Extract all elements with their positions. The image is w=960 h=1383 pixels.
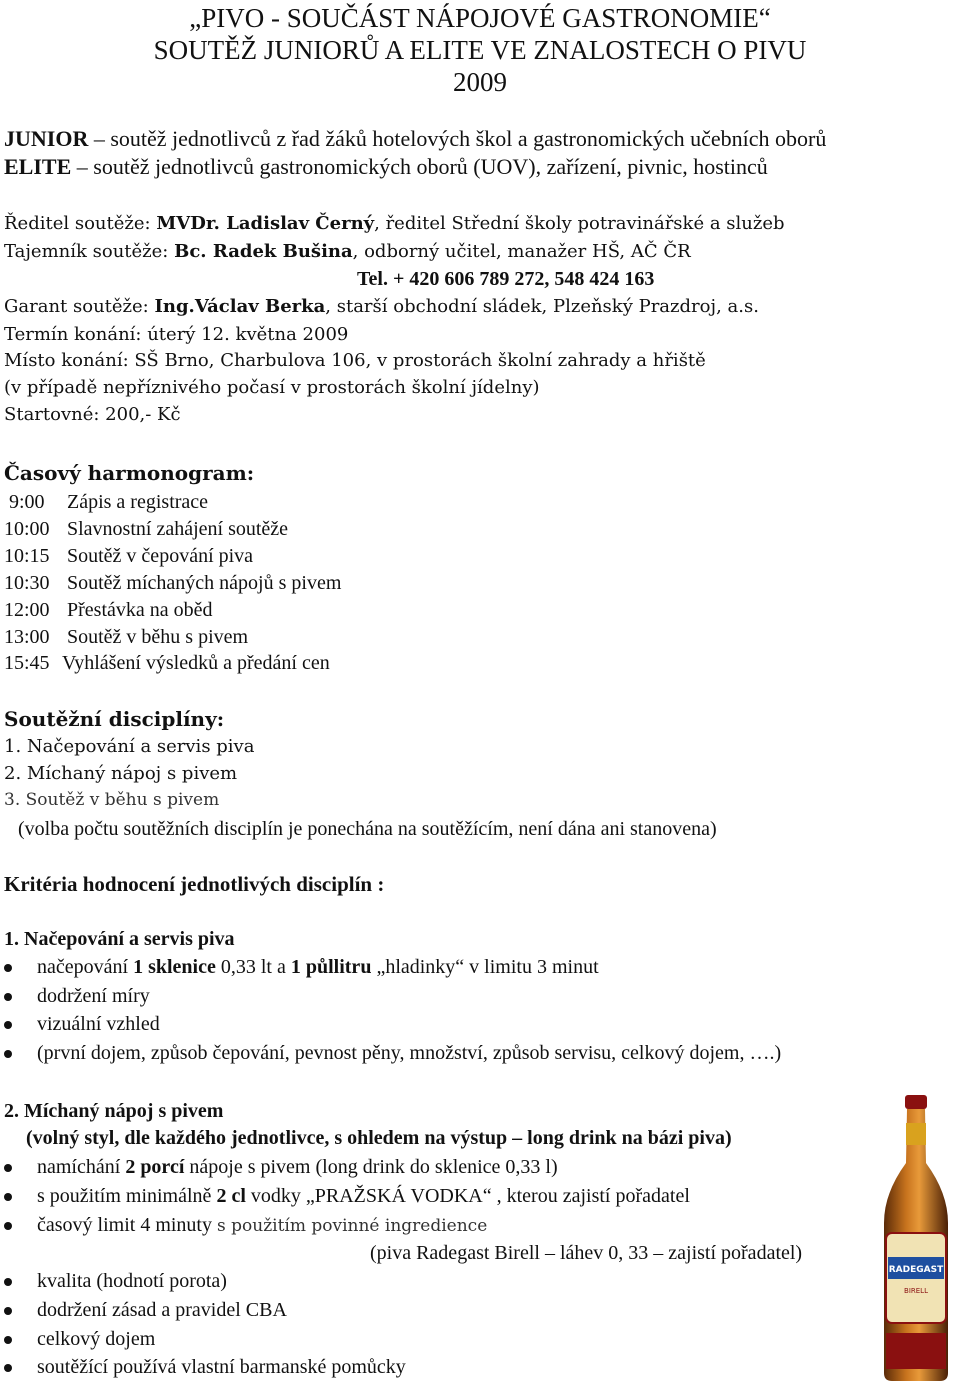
fee-line: Startovné: 200,- Kč [4,404,181,425]
phone-line: Tel. + 420 606 789 272, 548 424 163 [357,268,655,290]
birell-note: (piva Radegast Birell – láhev 0, 33 – zajistí pořadatel) [370,1242,803,1264]
discipline-item: 1. Načepování a servis piva [4,736,255,757]
discipline-item: 2. Míchaný nápoj s pivem [4,763,238,784]
schedule-time: 10:00 [4,518,50,540]
schedule-item [4,599,213,622]
schedule-item [4,491,208,514]
schedule-text: Přestávka na oběd [67,599,213,621]
schedule-time: 10:30 [4,572,50,594]
discipline-2-title: 2. Míchaný nápoj s pivem [4,1100,224,1122]
schedule-item [4,518,288,541]
category-elite: ELITE – soutěž jednotlivců gastronomických oborů (UOV), zařízení, pivnic, hostinců [4,154,768,179]
schedule-text: Soutěž míchaných nápojů s pivem [67,572,342,594]
disciplines-heading: Soutěžní disciplíny: [4,707,225,731]
discipline-item: 3. Soutěž v běhu s pivem [4,790,220,810]
secretary-line: Tajemník soutěže: Bc. Radek Bušina, odborný učitel, manažer HŠ, AČ ČR [4,241,691,262]
schedule-time: 15:45 [4,652,50,674]
title-line-1: „PIVO - SOUČÁST NÁPOJOVÉ GASTRONOMIE“ [189,3,771,33]
schedule-text: Zápis a registrace [67,491,209,513]
schedule-text: Vyhlášení výsledků a předání cen [62,652,330,674]
director-line: Ředitel soutěže: MVDr. Ladislav Černý, ředitel Střední školy potravinářské a služeb [4,213,785,234]
place-line: Místo konání: SŠ Brno, Charbulova 106, v prostorách školní zahrady a hřiště [4,350,706,371]
guarantor-line: Garant soutěže: Ing.Václav Berka, starší obchodní sládek, Plzeňský Prazdroj, a.s. [4,296,759,317]
schedule-item [4,652,330,675]
title-year: 2009 [453,67,507,97]
document-page: „PIVO - SOUČÁST NÁPOJOVÉ GASTRONOMIE“ SOUTĚŽ JUNIORŮ A ELITE VE ZNALOSTECH O PIVU 2009 JUNIOR – soutěž jednotlivců z řad žáků hotelových škol a gastronomických učebních oborů ELITE – soutěž jednotlivců gastronomických oborů (UOV), zařízení, pivnic, hostinců Ředitel soutěže: MVDr. Ladislav Černý, ředitel Střední školy potravinářské a služeb Tajemník soutěže: Bc. Radek Bušina, odborný učitel, manažer HŠ, AČ ČR Tel. + 420 606 789 272, 548 424 163 Garant soutěže: Ing.Václav Berka, starší obchodní sládek, Plzeňský Prazdroj, a.s. Termín konání: úterý 12. května 2009 Místo konání: SŠ Brno, Charbulova 106, v prostorách školní zahrady a hřiště (v případě nepříznivého počasí v prostorách školní jídelny) Startovné: 200,- Kč Časový harmonogram: 9:00 Zápis a registrace 10:00 Slavnostní zahájení soutěže 10:15 Soutěž v čepování piva 10:30 Soutěž míchaných nápojů s pivem 12:00 Přestávka na oběd 13:00 Soutěž v běhu s pivem 15:45 Vyhlášení výsledků a předání cen Soutěžní disciplíny: 1. Načepování a servis piva 2. Míchaný nápoj s pivem 3. Soutěž v běhu s pivem (volba počtu soutěžních disciplín je ponechána na soutěžícím, není dána ani stanovena) Kritéria hodnocení jednotlivých disciplín : 1. Načepování a servis piva načepování 1 sklenice 0,33 lt a 1 půllitru „hladinky“ v limitu 3 minut dodržení míry vizuální vzhled (první dojem, způsob čepování, pevnost pěny, množství, způsob servisu, celkový dojem, ….) 2. Míchaný nápoj s pivem (volný styl, dle každého jednotlivce, s ohledem na výstup – long drink na bázi piva) namíchání 2 porcí nápoje s pivem (long drink do sklenice 0,33 l) s použitím minimálně 2 cl vodky „PRAŽSKÁ VODKA“ , kterou zajistí pořadatel časový limit 4 minuty s použitím povinné ingredience (piva Radegast Birell – láhev 0, 33 – zajistí pořadatel) kvalita (hodnotí porota) dodržení zásad a pravidel CBA celkový dojem soutěžící používá vlastní barmanské pomůcky RADEGAST BIRELL [0,0,960,1383]
schedule-text: Soutěž v čepování piva [67,545,254,567]
criteria-heading: Kritéria hodnocení jednotlivých disciplín : [4,872,385,896]
disciplines-note: (volba počtu soutěžních disciplín je ponechána na soutěžícím, není dána ani stanovena) [18,818,717,840]
category-junior: JUNIOR – soutěž jednotlivců z řad žáků hotelových škol a gastronomických učebních oborů [4,126,827,151]
place-note-line: (v případě nepříznivého počasí v prostorách školní jídelny) [4,377,540,398]
schedule-text: Slavnostní zahájení soutěže [67,518,289,540]
schedule-item [4,572,341,595]
bottle-sub-text: BIRELL [904,1287,928,1295]
discipline-1-title: 1. Načepování a servis piva [4,928,235,950]
date-line: Termín konání: úterý 12. května 2009 [4,324,349,345]
schedule-time: 9:00 [4,491,45,513]
schedule-time: 13:00 [4,626,50,648]
schedule-item [4,545,253,568]
schedule-time: 10:15 [4,545,50,567]
schedule-item [4,626,248,649]
schedule-heading: Časový harmonogram: [4,461,255,485]
bottle-brand-text: RADEGAST [888,1265,944,1275]
beer-bottle-image [876,1093,956,1383]
schedule-text: Soutěž v běhu s pivem [67,626,249,648]
discipline-2-subtitle: (volný styl, dle každého jednotlivce, s ohledem na výstup – long drink na bázi piva) [26,1127,732,1149]
schedule-time: 12:00 [4,599,50,621]
title-line-2: SOUTĚŽ JUNIORŮ A ELITE VE ZNALOSTECH O PIVU [153,35,807,65]
